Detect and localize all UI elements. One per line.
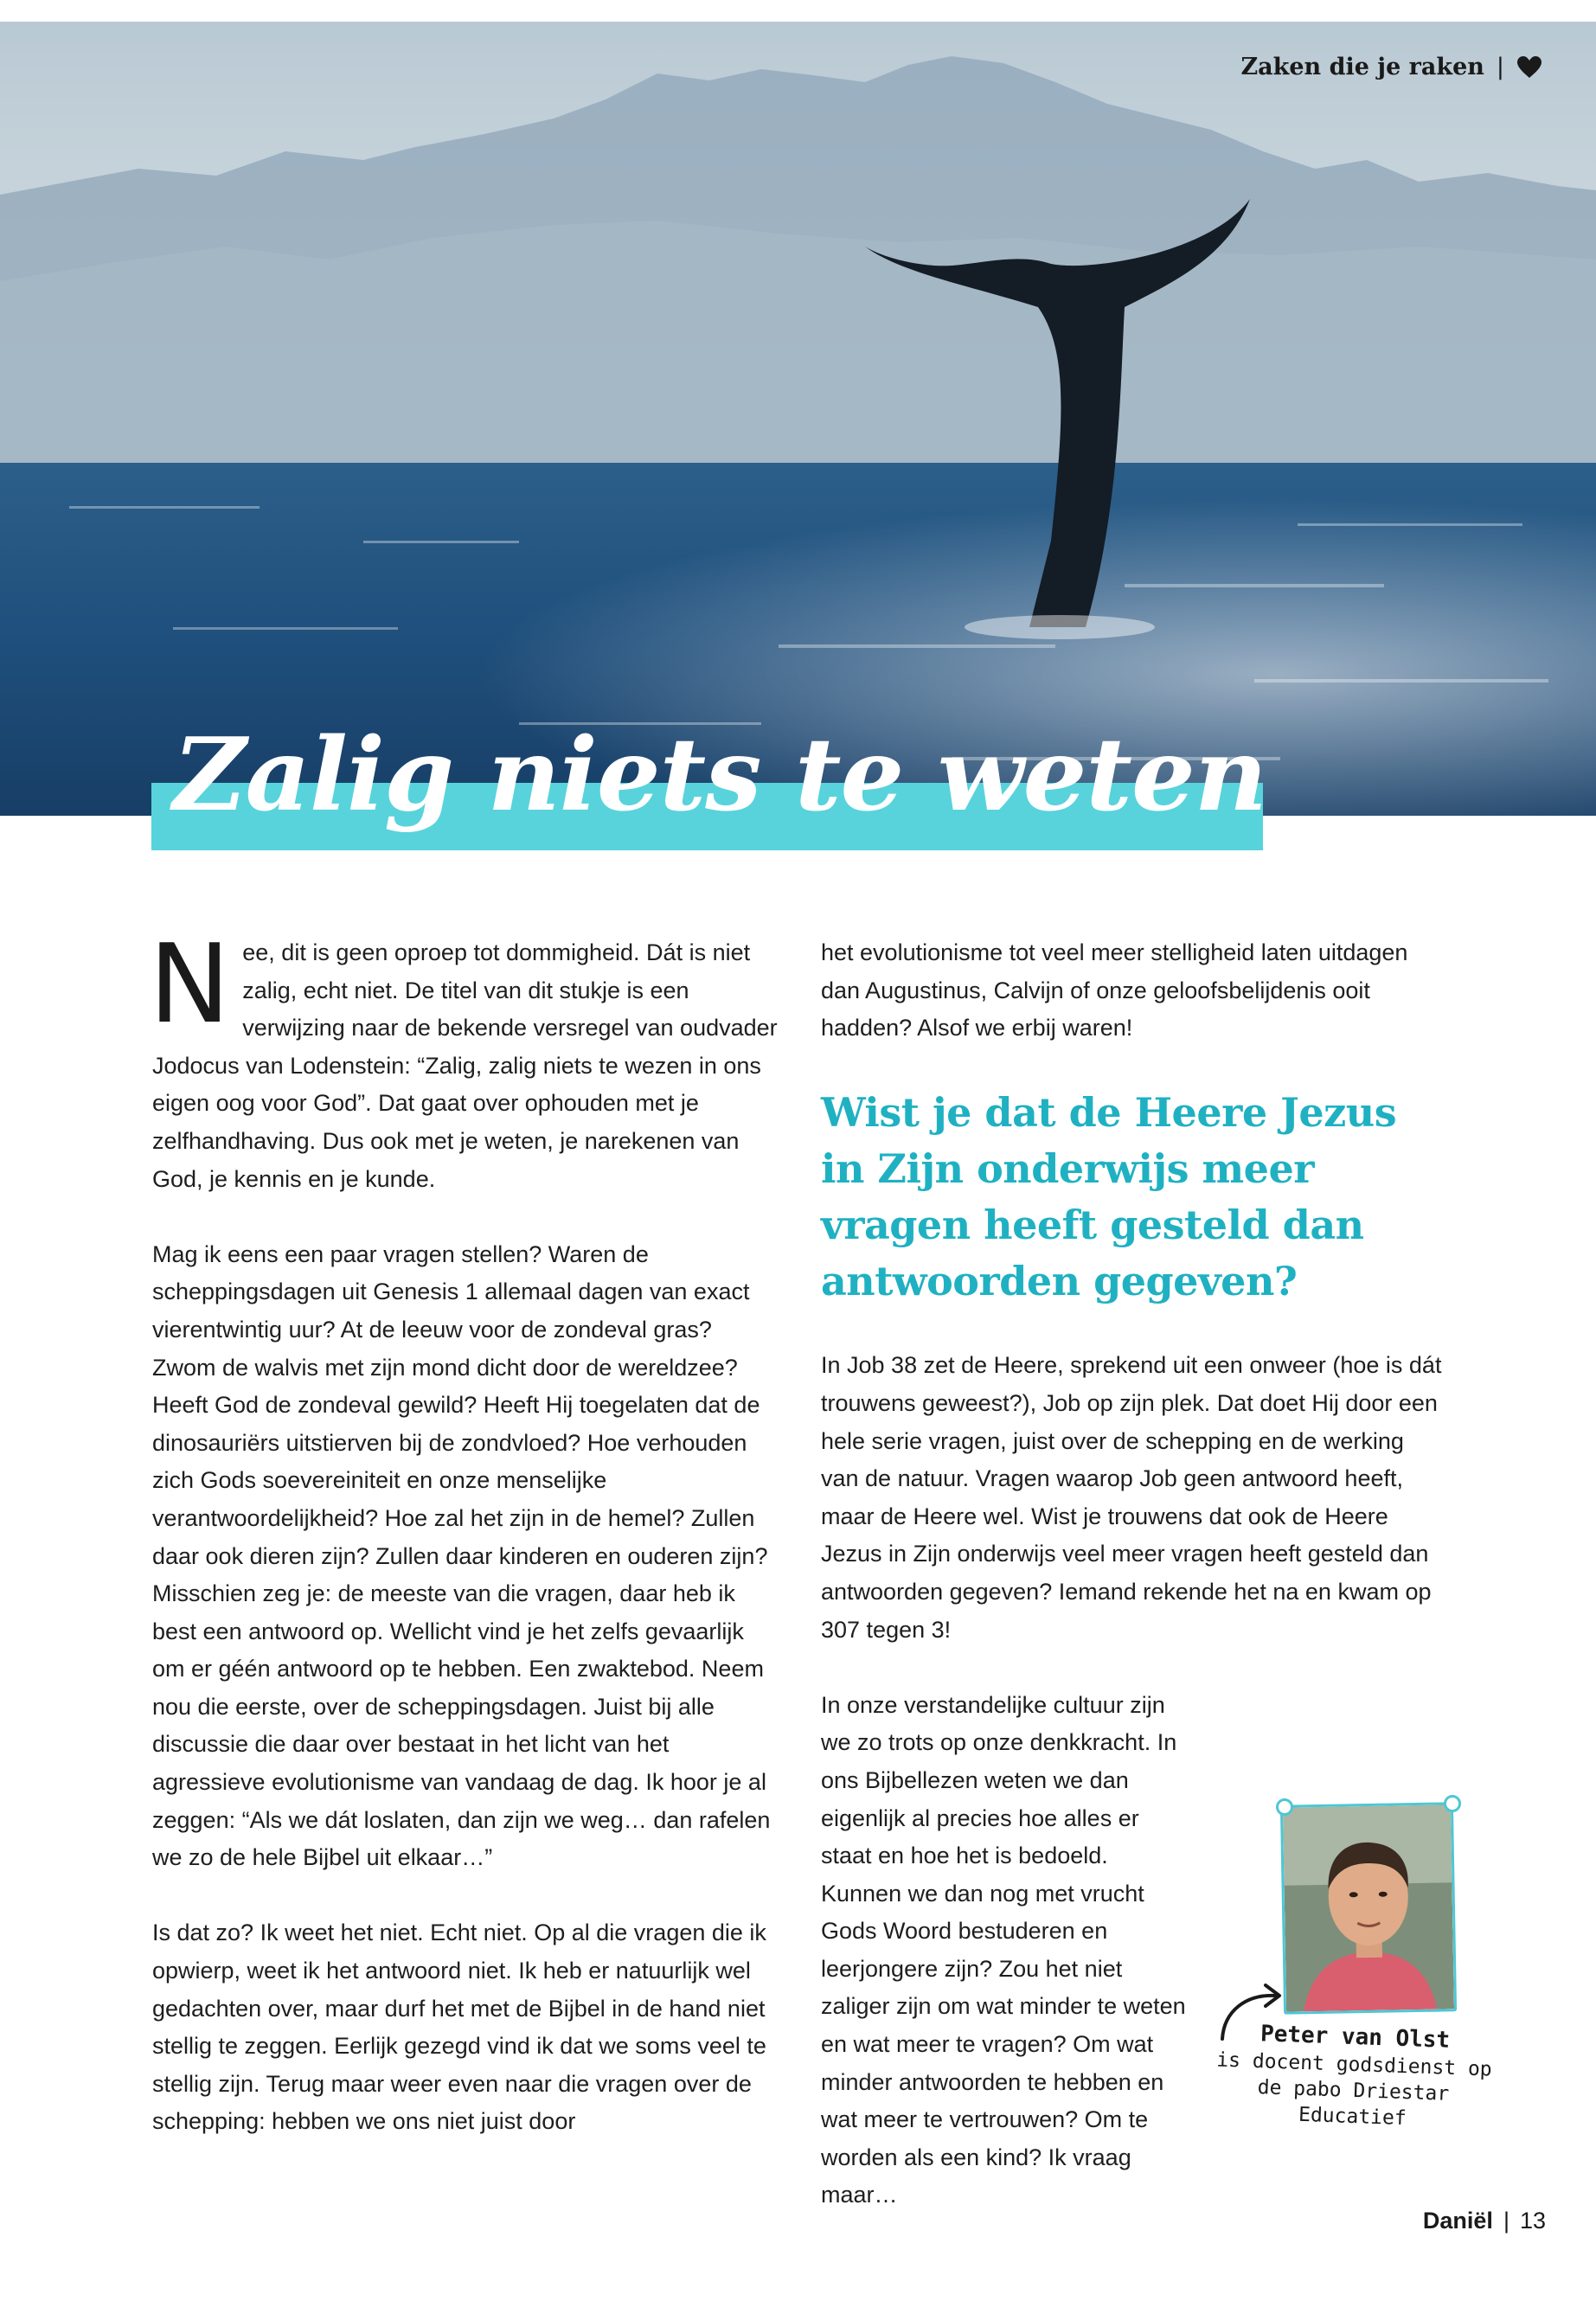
page-title: Zalig niets te weten	[173, 716, 1267, 834]
subheading: Wist je dat de Heere Jezus in Zijn onderwijs meer vragen heeft gesteld dan antwoorden gegeven?	[821, 1089, 1397, 1305]
photo-corner-decoration	[1276, 1798, 1293, 1816]
paragraph-continuation: het evolutionisme tot veel meer stelligheid laten uitdagen dan Augustinus, Calvijn of onze geloofsbelijdenis ooit hadden? Alsof we erbij waren!	[821, 939, 1408, 1042]
hero-image	[0, 22, 1596, 816]
dropcap: N	[149, 920, 231, 1048]
heart-icon	[1516, 55, 1542, 79]
paragraph-intro	[149, 920, 779, 1198]
paragraph-intro-text: ee, dit is geen oproep tot dommigheid. Dát is niet zalig, echt niet. De titel van dit stukje is een verwijzing naar de bekende versregel van oudvader Jodocus van Lodenstein: “Zalig, zalig niets te wezen in ons eigen oog voor God”. Dat gaat over ophouden met je zelfhandhaving. Dus ook met je weten, je narekenen van God, je kennis en je kunde.	[152, 939, 778, 1192]
article-column-left	[149, 920, 779, 2179]
section-separator: |	[1496, 54, 1504, 80]
section-name: Zaken die je raken	[1240, 54, 1484, 80]
paragraph-closing: In onze verstandelijke cultuur zijn we zo trots op onze denkkracht. In ons Bijbellezen weten we dan eigenlijk al precies hoe alles er staat en hoe het is bedoeld. Kunnen we dan nog met vrucht Gods Woord bestuderen en leerjongere zijn? Zou het niet zaliger zijn om wat minder te weten en wat meer te vragen? Om wat minder antwoorden te hebben en wat meer te vertrouwen? Om te worden als een kind? Ik vraag maar…	[821, 1691, 1186, 2208]
page-number: 13	[1519, 2208, 1546, 2234]
author-bio: is docent godsdienst op de pabo Driestar Educatief	[1215, 2048, 1493, 2131]
magazine-name: Daniël	[1422, 2208, 1493, 2234]
author-caption	[1209, 2019, 1498, 2134]
paragraph-job: In Job 38 zet de Heere, sprekend uit een onweer (hoe is dát trouwens geweest?), Job op zijn plek. Dat doet Hij door een hele serie vragen, juist over de schepping en de werking van de natuur. Vragen waarop Job geen antwoord heeft, maar de Heere wel. Wist je trouwens dat ook de Heere Jezus in Zijn onderwijs veel meer vragen heeft gesteld dan antwoorden gegeven? Iemand rekende het na en kwam op 307 tegen 3!	[821, 1352, 1442, 1643]
section-label	[1240, 54, 1542, 80]
paragraph-uncertainty: Is dat zo? Ik weet het niet. Echt niet. Op al die vragen die ik opwierp, weet ik het antwoord niet. Ik heb er natuurlijk wel gedachten over, maar durf het met de Bijbel in de hand niet stellig te zeggen. Eerlijk gezegd vind ik dat we soms veel te stellig zijn. Terug maar weer even naar die vragen over de schepping: hebben we ons niet juist door	[152, 1920, 766, 2135]
author-portrait	[1283, 1804, 1454, 2011]
paragraph-questions: Mag ik eens een paar vragen stellen? Waren de scheppingsdagen uit Genesis 1 allemaal dagen van exact vierentwintig uur? At de leeuw voor de zondeval gras? Zwom de walvis met zijn mond dicht door de wereldzee? Heeft God de zondeval gewild? Heeft Hij toegelaten dat de dinosauriërs uitstierven bij de zondvloed? Hoe verhouden zich Gods soevereiniteit en onze menselijke verantwoordelijkheid? Hoe zal het zijn in de hemel? Zullen daar ook dieren zijn? Zullen daar kinderen en ouderen zijn? Misschien zeg je: de meeste van die vragen, daar heb ik best een antwoord op. Wellicht vind je het zelfs gevaarlijk om er géén antwoord op te hebben. Een zwaktebod. Neem nou die eerste, over de scheppingsdagen. Juist bij alle discussie die daar over bestaat in het licht van het agressieve evolutionisme van vandaag de dag. Ik hoor je al zeggen: “Als we dát loslaten, dan zijn we weg… dan rafelen we zo de hele Bijbel uit elkaar…”	[152, 1240, 771, 1871]
page-footer	[1423, 2208, 1546, 2234]
whale-tail-photo	[0, 22, 1596, 816]
photo-corner-decoration	[1444, 1795, 1461, 1812]
footer-separator: |	[1503, 2208, 1509, 2234]
author-name: Peter van Olst	[1259, 2021, 1451, 2054]
author-photo	[1280, 1802, 1457, 2014]
